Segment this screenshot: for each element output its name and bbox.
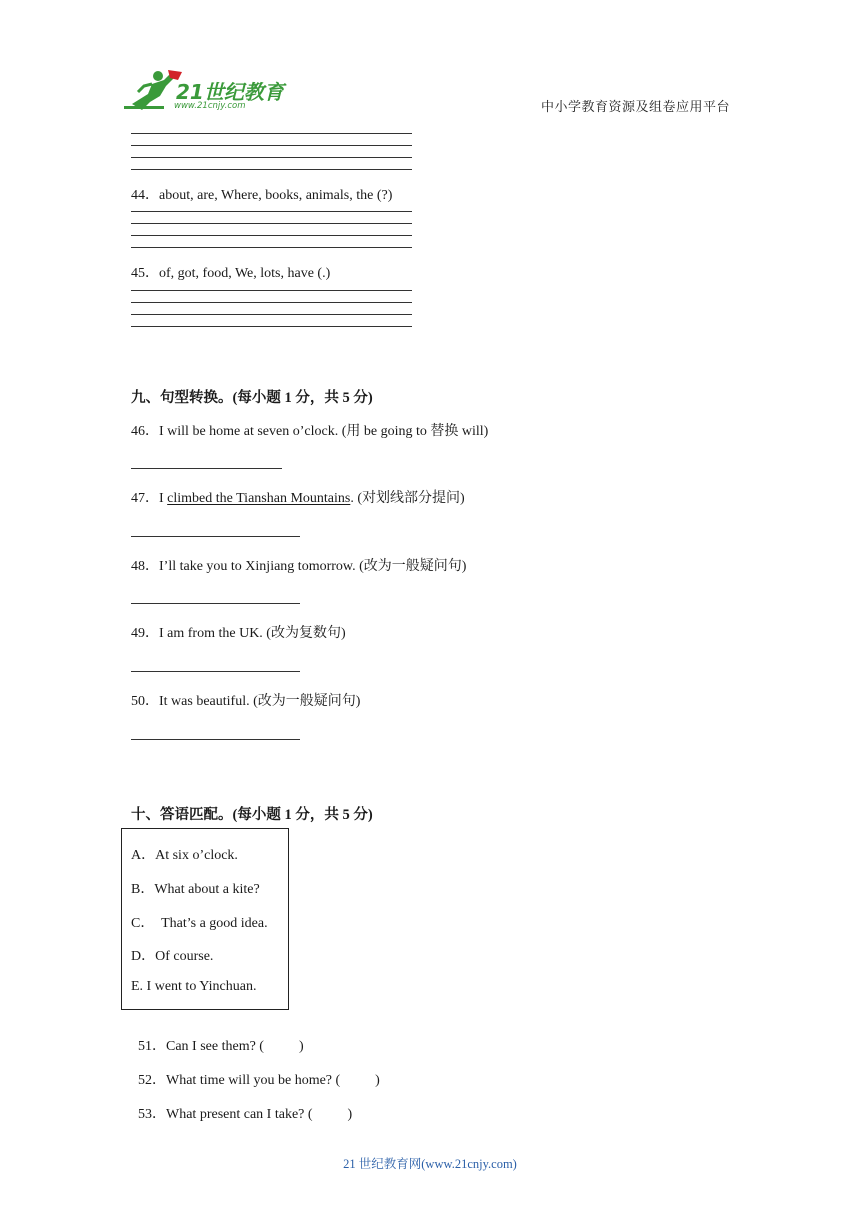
logo-text: 21世纪教育 [176,80,284,104]
header-tagline: 中小学教育资源及组卷应用平台 [540,99,730,114]
site-logo [122,66,292,116]
question-49: 49．I am from the UK. (改为复数句) [131,626,346,641]
answer-line [131,145,412,146]
answer-line [131,739,300,740]
answer-line [131,211,412,212]
question-48: 48．I’ll take you to Xinjiang tomorrow. (改为一般疑问句) [131,559,467,574]
answer-line [131,302,412,303]
answer-line [131,671,300,672]
answer-line [131,468,282,469]
answer-line [131,157,412,158]
options-box [121,828,289,1010]
option-c: C． That’s a good idea. [131,916,268,931]
option-e: E. I went to Yinchuan. [131,979,257,994]
answer-line [131,169,412,170]
logo-url: www.21cnjy.com [174,101,246,111]
answer-line [131,235,412,236]
answer-line [131,536,300,537]
question-51: 51．Can I see them? ( ) [138,1039,304,1054]
option-d: D．Of course. [131,949,214,964]
answer-line [131,314,412,315]
question-45: 45．of, got, food, We, lots, have (.) [131,266,331,281]
question-53: 53．What present can I take? ( ) [138,1107,353,1122]
answer-line [131,290,412,291]
answer-line [131,247,412,248]
question-50: 50．It was beautiful. (改为一般疑问句) [131,694,361,709]
answer-line [131,223,412,224]
answer-line [131,133,412,134]
question-46: 46．I will be home at seven o’clock. (用 be going to 替换 will) [131,424,489,439]
page-footer: 21 世纪教育网(www.21cnjy.com) [343,1157,517,1171]
underlined-phrase: climbed the Tianshan Mountains [167,491,351,506]
option-b: B．What about a kite? [131,882,260,897]
section-heading-9: 九、句型转换。(每小题 1 分，共 5 分) [131,390,373,406]
question-52: 52．What time will you be home? ( ) [138,1073,380,1088]
answer-line [131,603,300,604]
question-47: 47．I climbed the Tianshan Mountains. (对划线部分提问) [131,491,465,506]
answer-line [131,326,412,327]
question-44: 44．about, are, Where, books, animals, the (?) [131,188,393,203]
section-heading-10: 十、答语匹配。(每小题 1 分，共 5 分) [131,807,373,823]
option-a: A．At six o’clock. [131,848,238,863]
